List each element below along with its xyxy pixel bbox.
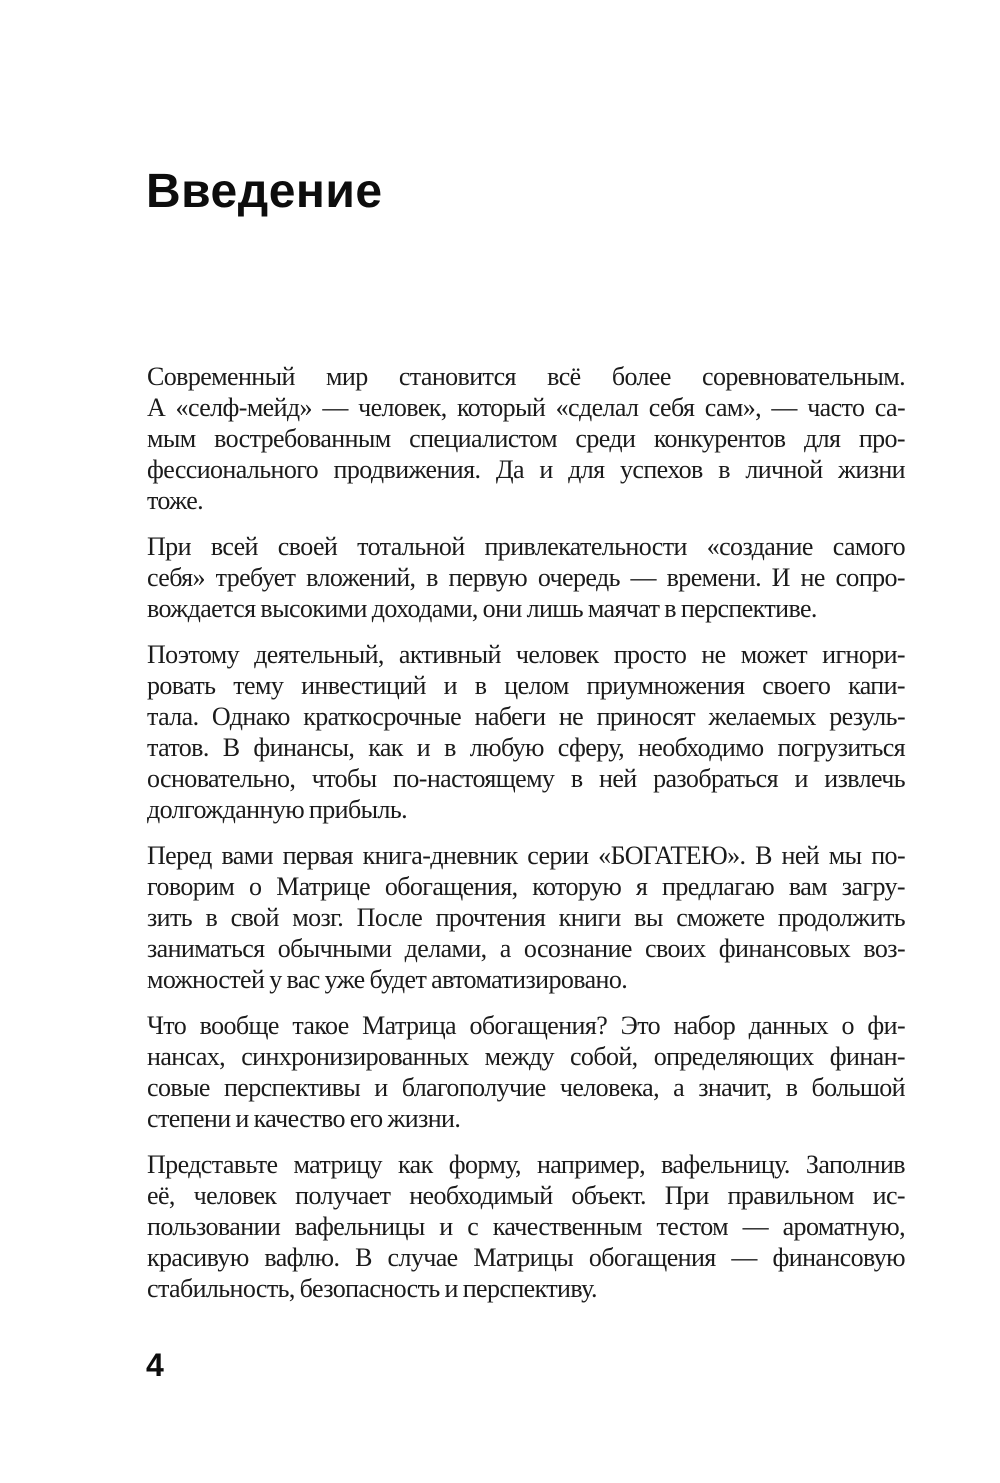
text-line: долгожданную прибыль. [147, 795, 407, 824]
text-line: себя» требует вложений, в первую очередь — времени. И не сопро- [147, 563, 905, 592]
text-line: её, человек получает необходимый объект. При правильном ис- [147, 1181, 905, 1210]
text-line: А «селф-мейд» — человек, который «сделал себя сам», — часто са- [147, 393, 905, 422]
text-line: красивую вафлю. В случае Матрицы обогащения — финансовую [147, 1243, 905, 1272]
body-text [147, 361, 905, 1319]
text-line: Перед вами первая книга-дневник серии «БОГАТЕЮ». В ней мы по- [147, 841, 905, 870]
text-line: основательно, чтобы по-настоящему в ней разобраться и извлечь [147, 764, 905, 793]
text-line: Поэтому деятельный, активный человек просто не может игнори- [147, 640, 905, 669]
text-line: татов. В финансы, как и в любую сферу, необходимо погрузиться [147, 733, 905, 762]
text-line: Что вообще такое Матрица обогащения? Это набор данных о фи- [147, 1011, 905, 1040]
text-line: заниматься обычными делами, а осознание своих финансовых воз- [147, 934, 905, 963]
text-line: фессионального продвижения. Да и для успехов в личной жизни [147, 455, 905, 484]
text-line: пользовании вафельницы и с качественным тестом — ароматную, [147, 1212, 905, 1241]
paragraph [147, 1010, 905, 1134]
text-line: Представьте матрицу как форму, например, вафельницу. Заполнив [147, 1150, 905, 1179]
paragraph [147, 639, 905, 825]
text-line: вождается высокими доходами, они лишь маячат в перспективе. [147, 594, 817, 623]
text-line: совые перспективы и благополучие человека, а значит, в большой [147, 1073, 905, 1102]
text-line: нансах, синхронизированных между собой, определяющих финан- [147, 1042, 905, 1071]
text-line: ровать тему инвестиций и в целом приумножения своего капи- [147, 671, 905, 700]
text-line: степени и качество его жизни. [147, 1104, 461, 1133]
paragraph [147, 361, 905, 516]
paragraph [147, 1149, 905, 1304]
paragraph [147, 840, 905, 995]
text-line: говорим о Матрице обогащения, которую я предлагаю вам загру- [147, 872, 905, 901]
paragraph [147, 531, 905, 624]
text-line: стабильность, безопасность и перспективу. [147, 1274, 597, 1303]
text-line: Современный мир становится всё более соревновательным. [147, 362, 905, 391]
page-number: 4 [146, 1347, 164, 1383]
chapter-title: Введение [146, 165, 383, 218]
text-line: тала. Однако краткосрочные набеги не приносят желаемых резуль- [147, 702, 905, 731]
text-line: зить в свой мозг. После прочтения книги вы сможете продолжить [147, 903, 905, 932]
text-line: тоже. [147, 486, 204, 515]
text-line: мым востребованным специалистом среди конкурентов для про- [147, 424, 905, 453]
text-line: При всей своей тотальной привлекательности «создание самого [147, 532, 905, 561]
text-line: можностей у вас уже будет автоматизировано. [147, 965, 628, 994]
